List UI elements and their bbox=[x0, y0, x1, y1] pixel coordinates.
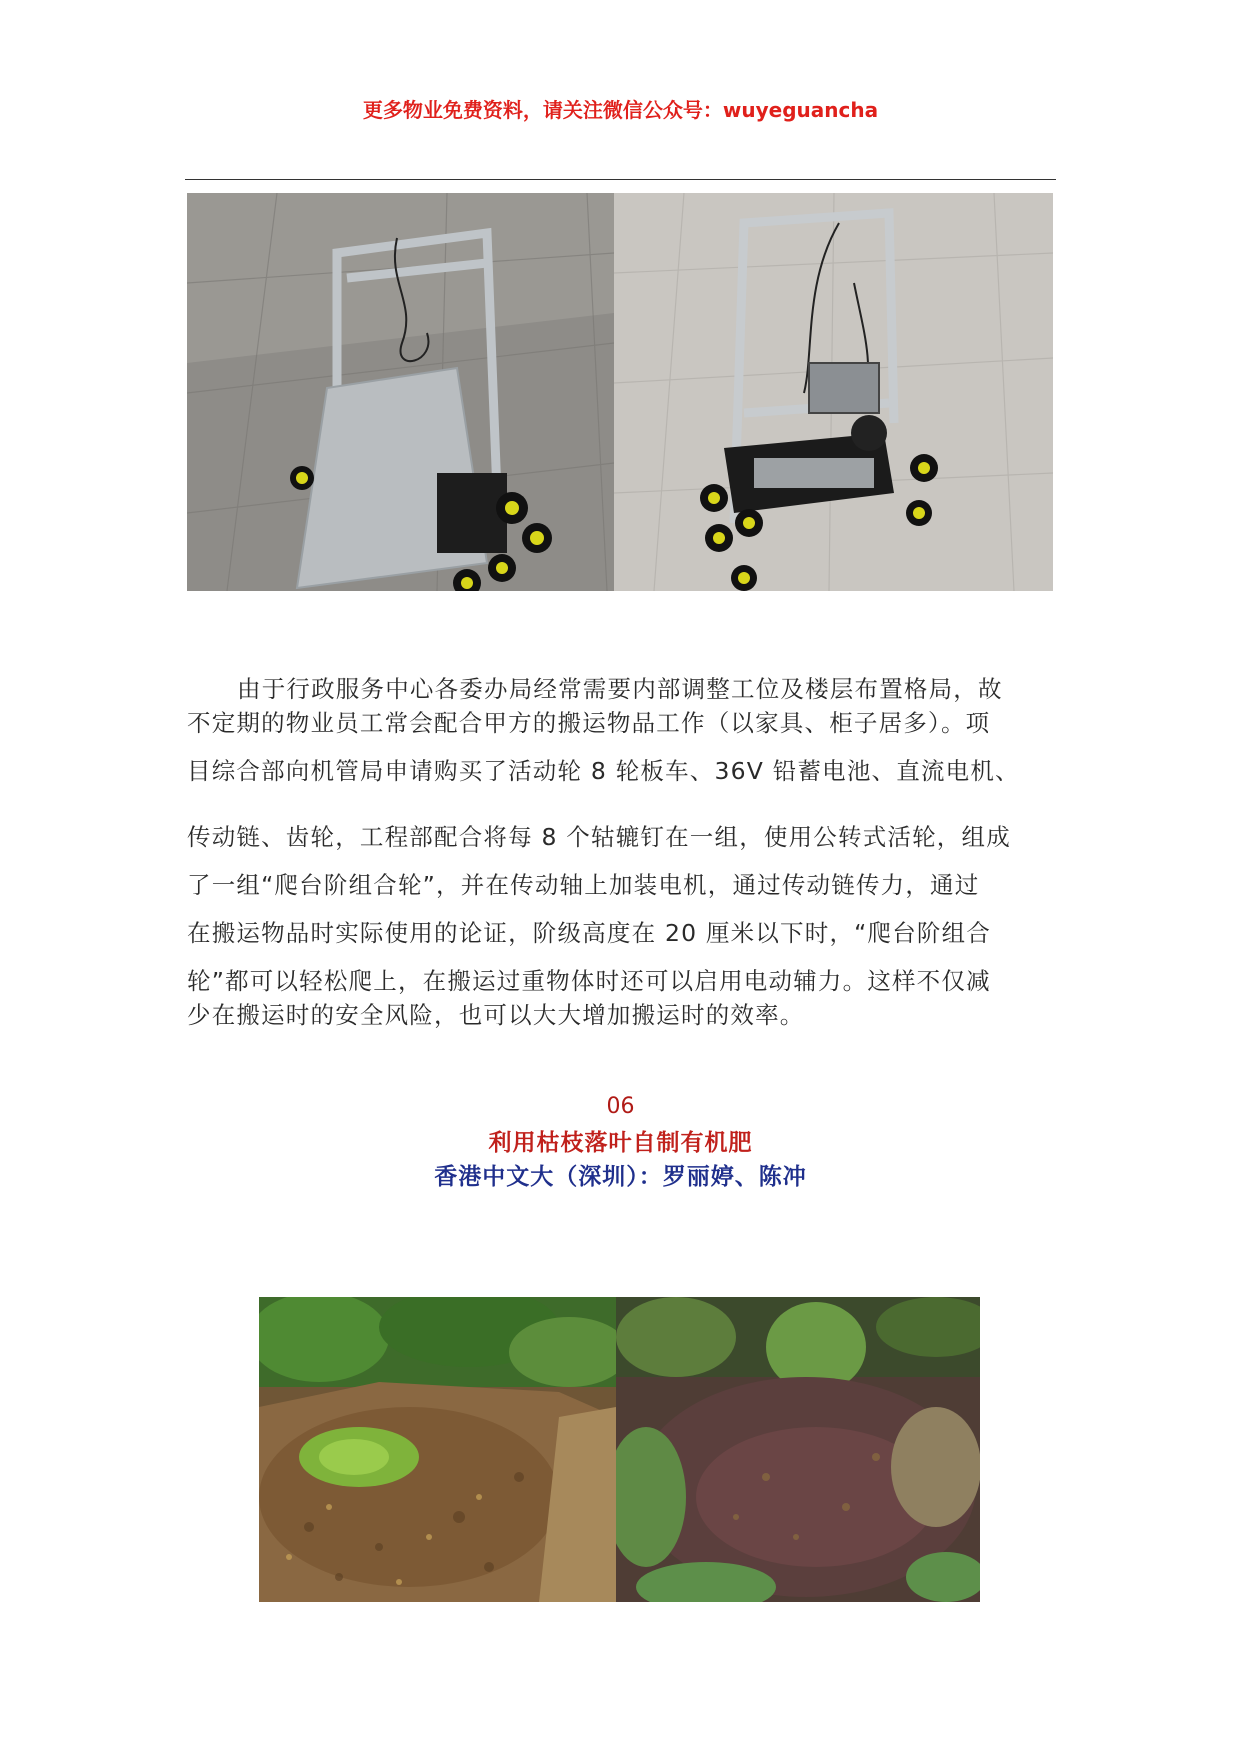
mulch-bed-photo bbox=[616, 1297, 980, 1602]
paragraph-line: 了一组“爬台阶组合轮”，并在传动轴上加装电机，通过传动链传力，通过 bbox=[187, 871, 980, 899]
leaf-pile-photo bbox=[259, 1297, 616, 1602]
paragraph-line: 轮”都可以轻松爬上，在搬运过重物体时还可以启用电动辅力。这样不仅减 bbox=[187, 967, 991, 995]
paragraph-line: 目综合部向机管局申请购买了活动轮 8 轮板车、36V 铅蓄电池、直流电机、 bbox=[187, 757, 1020, 785]
paragraph-line: 少在搬运时的安全风险，也可以大大增加搬运时的效率。 bbox=[187, 1001, 805, 1029]
top-photo-pair bbox=[187, 193, 1053, 591]
section-number: 06 bbox=[606, 1094, 635, 1119]
paragraph-line: 不定期的物业员工常会配合甲方的搬运物品工作（以家具、柜子居多）。项 bbox=[187, 709, 991, 737]
paragraph-line: 由于行政服务中心各委办局经常需要内部调整工位及楼层布置格局，故 bbox=[237, 675, 1003, 703]
paragraph-line: 在搬运物品时实际使用的论证，阶级高度在 20 厘米以下时，“爬台阶组合 bbox=[187, 919, 992, 947]
header-banner: 更多物业免费资料，请关注微信公众号：wuyeguancha bbox=[362, 98, 879, 122]
section-author: 香港中文大（深圳）：罗丽婷、陈冲 bbox=[434, 1164, 807, 1190]
paragraph-line: 传动链、齿轮，工程部配合将每 8 个轱辘钉在一组，使用公转式活轮，组成 bbox=[187, 823, 1011, 851]
header-rule bbox=[185, 179, 1056, 180]
body-paragraph bbox=[187, 670, 1051, 1030]
bottom-photo-pair bbox=[259, 1297, 980, 1602]
cart-photo-left bbox=[187, 193, 614, 591]
section-title: 利用枯枝落叶自制有机肥 bbox=[488, 1130, 753, 1156]
cart-photo-right bbox=[614, 193, 1053, 591]
